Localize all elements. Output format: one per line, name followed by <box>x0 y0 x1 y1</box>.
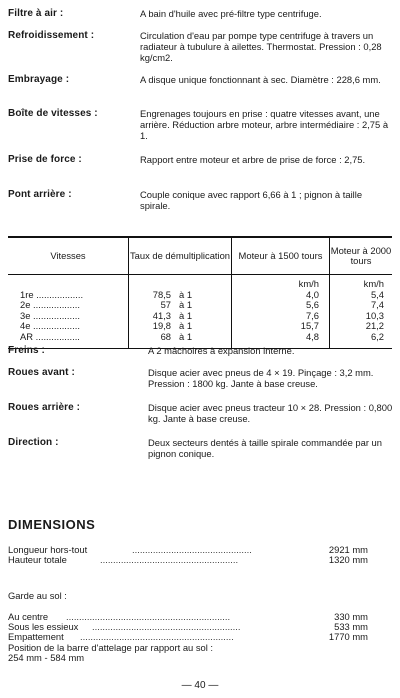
ratio-unit: à 1 <box>179 309 193 321</box>
spec-key: Embrayage : <box>8 74 70 85</box>
spec-key: Roues arrière : <box>8 402 81 413</box>
page-number: — 40 — <box>181 680 219 691</box>
unit-row <box>8 275 392 290</box>
gear-label: 1re <box>20 288 34 300</box>
header-taux: Taux de démultiplication <box>129 237 232 275</box>
speed-1500: 5,6 <box>232 300 330 311</box>
spec-key: Pont arrière : <box>8 189 72 200</box>
spec-key: Refroidissement : <box>8 30 95 41</box>
garde-label: Au centre <box>8 611 49 622</box>
spec-roues-arriere <box>8 402 394 426</box>
spec-value: Rapport entre moteur et arbre de prise de force : 2,75. <box>140 154 366 165</box>
garde-label: Empattement <box>8 631 64 642</box>
spec-value: Circulation d'eau par pompe type centrifuge à travers un radiateur à tubulure à ailettes. Thermostat. Pression : 0,28 kg/cm2. <box>140 30 382 63</box>
spec-value: A disque unique fonctionnant à sec. Diamètre : 228,6 mm. <box>140 74 381 85</box>
header-1500: Moteur à 1500 tours <box>232 237 330 275</box>
speed-1500: 7,6 <box>232 311 330 322</box>
garde-value: 533 mm <box>334 621 368 632</box>
speed-2000: 7,4 <box>330 300 393 311</box>
speed-2000: 5,4 <box>330 290 393 301</box>
dim-row: ..................................................... Hauteur totale 1320 mm <box>8 554 368 565</box>
table-row: 4e .................. 19,8 à 1 15,7 21,2 <box>8 321 392 332</box>
garde-row: ........................................................... Empattement 1770 mm <box>8 631 368 642</box>
ratio-value: 57 <box>160 299 171 311</box>
ratio-value: 78,5 <box>152 288 171 300</box>
garde-value: 330 mm <box>334 611 368 622</box>
spec-pont-arriere <box>8 189 394 213</box>
spec-boite-vitesses <box>8 108 394 142</box>
dim-label: Longueur hors-tout <box>8 544 88 555</box>
ratio-unit: à 1 <box>179 299 193 311</box>
spec-key: Roues avant : <box>8 367 75 378</box>
unit-2000: km/h <box>330 275 393 290</box>
speed-2000: 21,2 <box>330 321 393 332</box>
barre-label: Position de la barre d'attelage par rapport au sol : <box>8 642 214 653</box>
spec-key: Boîte de vitesses : <box>8 108 98 119</box>
spec-filtre <box>8 8 394 20</box>
gear-table-header <box>8 237 392 275</box>
table-row: 3e .................. 41,3 à 1 7,6 10,3 <box>8 311 392 322</box>
unit-1500: km/h <box>232 275 330 290</box>
table-row: AR ................. 68 à 1 4,8 6,2 <box>8 332 392 349</box>
spec-key: Prise de force : <box>8 154 82 165</box>
garde-row: ............................................................... Au centre 330 mm <box>8 611 368 622</box>
table-row: 2e .................. 57 à 1 5,6 7,4 <box>8 300 392 311</box>
header-vitesses: Vitesses <box>50 250 86 261</box>
barre-value: 254 mm - 584 mm <box>8 652 85 663</box>
gear-label: AR <box>20 330 34 342</box>
ratio-unit: à 1 <box>179 288 193 300</box>
ratio-value: 19,8 <box>152 320 171 332</box>
spec-value: Disque acier avec pneus tracteur 10 × 28. Pression : 0,800 kg. Jante à base creuse. <box>148 402 393 424</box>
dim-value: 2921 mm <box>328 544 368 555</box>
dim-label: Hauteur totale <box>8 554 67 565</box>
spec-roues-avant <box>8 367 394 391</box>
speed-1500: 4,8 <box>232 332 330 349</box>
garde-value: 1770 mm <box>328 631 368 642</box>
spec-embrayage <box>8 74 394 98</box>
ratio-unit: à 1 <box>179 320 193 332</box>
dim-row: .............................................. Longueur hors-tout 2921 mm <box>8 544 368 555</box>
speed-1500: 4,0 <box>232 290 330 301</box>
table-row: 1re .................. 78,5 à 1 4,0 5,4 <box>8 290 392 301</box>
garde-heading: Garde au sol : <box>8 590 67 601</box>
garde-label: Sous les essieux <box>8 621 79 632</box>
speed-2000: 10,3 <box>330 311 393 322</box>
spec-value: Deux secteurs dentés à taille spirale commandée par un pignon conique. <box>148 437 382 459</box>
gear-label: 4e <box>20 320 31 332</box>
spec-key: Filtre à air : <box>8 8 64 19</box>
spec-key: Direction : <box>8 437 59 448</box>
dim-value: 1320 mm <box>328 554 368 565</box>
speed-1500: 15,7 <box>232 321 330 332</box>
spec-value: Disque acier avec pneus de 4 × 19. Pinçage : 3,2 mm. Pression : 1800 kg. Jante à base creuse. <box>148 367 374 389</box>
ratio-unit: à 1 <box>179 330 193 342</box>
ratio-value: 68 <box>160 330 171 342</box>
spec-direction <box>8 437 394 461</box>
spec-key: Freins : <box>8 345 45 356</box>
spec-value: Couple conique avec rapport 6,66 à 1 ; pignon à taille spirale. <box>140 189 363 211</box>
gear-table <box>8 236 392 349</box>
spec-value: A bain d'huile avec pré-filtre type centrifuge. <box>140 8 322 19</box>
garde-row: ......................................................... Sous les essieux 533 mm <box>8 621 368 632</box>
speed-2000: 6,2 <box>330 332 393 349</box>
spec-prise-force <box>8 154 394 178</box>
spec-value: Engrenages toujours en prise : quatre vitesses avant, une arrière. Réduction arbre moteur, arbre intermédiaire : 2,75 à 1. <box>140 108 389 141</box>
gear-label: 2e <box>20 299 31 311</box>
gear-label: 3e <box>20 309 31 321</box>
spec-freins <box>8 345 394 357</box>
spec-refroidissement <box>8 30 394 64</box>
spec-value: A 2 mâchoires à expansion interne. <box>148 345 295 356</box>
ratio-value: 41,3 <box>152 309 171 321</box>
header-2000: Moteur à 2000 tours <box>330 237 393 275</box>
dimensions-heading: DIMENSIONS <box>8 517 96 532</box>
